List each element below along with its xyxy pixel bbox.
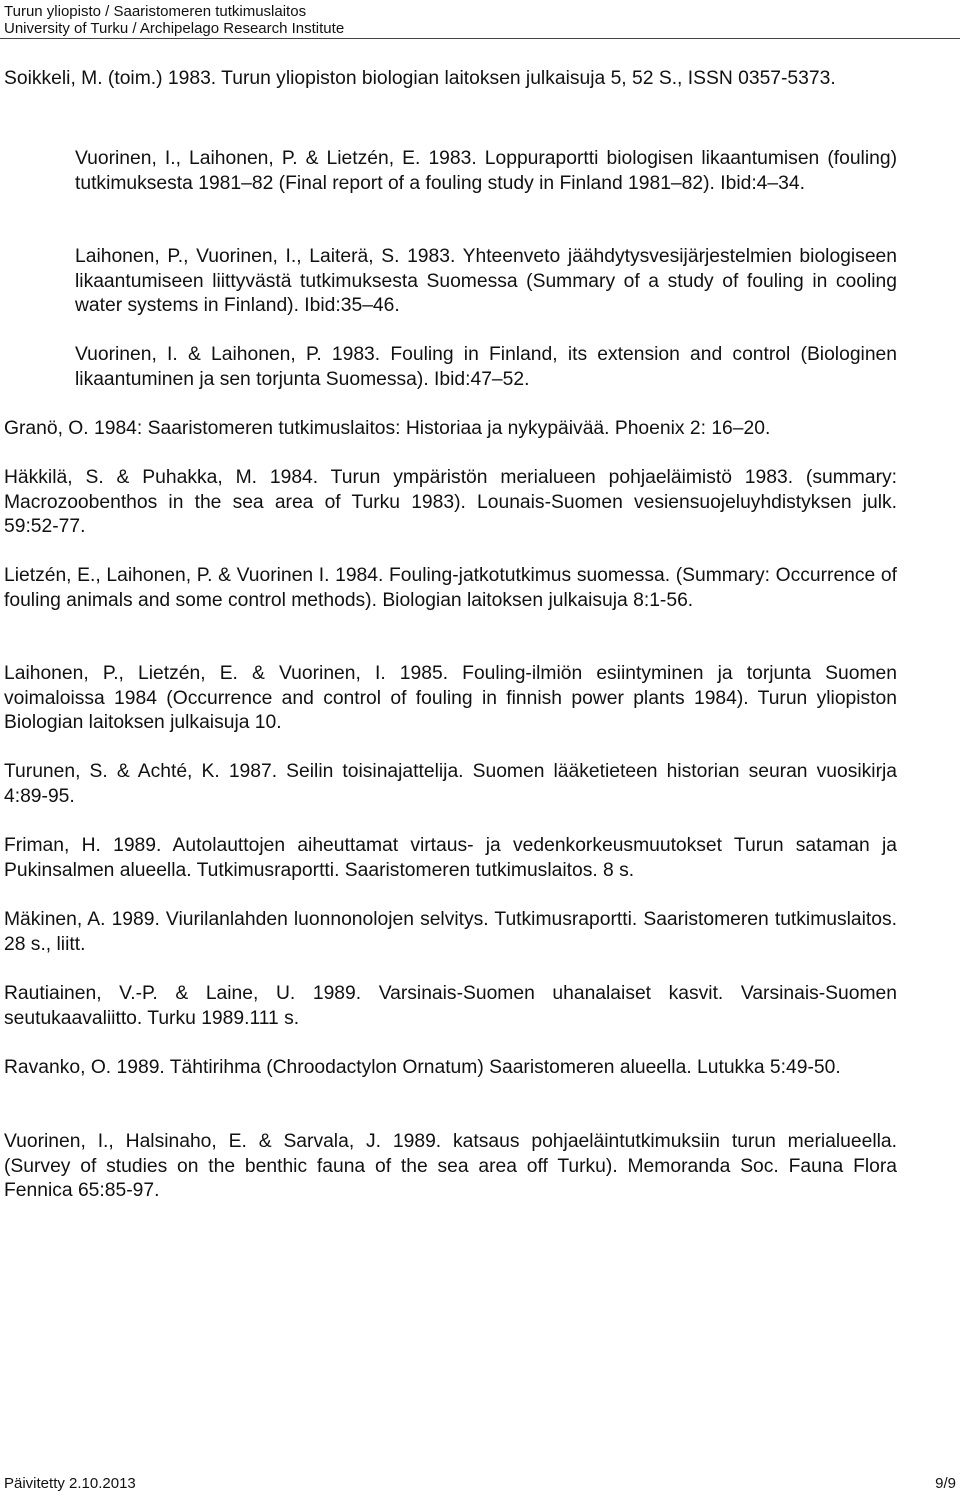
reference-entry: Turunen, S. & Achté, K. 1987. Seilin toisinajattelija. Suomen lääketieteen historian seuran vuosikirja 4:89-95.	[4, 761, 897, 807]
page-number: 9/9	[935, 1475, 956, 1492]
page-footer	[4, 1474, 956, 1496]
reference-entry: Ravanko, O. 1989. Tähtirihma (Chroodactylon Ornatum) Saaristomeren alueella. Lutukka 5:49-50.	[4, 1057, 841, 1078]
reference-entry: Granö, O. 1984: Saaristomeren tutkimuslaitos: Historiaa ja nykypäivää. Phoenix 2: 16–20.	[4, 418, 771, 439]
header-institution-en: University of Turku / Archipelago Research Institute	[4, 20, 345, 37]
reference-entry: Laihonen, P., Lietzén, E. & Vuorinen, I. 1985. Fouling-ilmiön esiintyminen ja torjunta Suomen voimaloissa 1984 (Occurrence and control of fouling in finnish power plants 1984). Turun yliopiston Biologian laitoksen julkaisuja 10.	[4, 663, 897, 733]
reference-entry: Vuorinen, I., Halsinaho, E. & Sarvala, J. 1989. katsaus pohjaeläintutkimuksiin turun merialueella. (Survey of studies on the benthic fauna of the sea area off Turku). Memoranda Soc. Fauna Flora Fennica 65:85-97.	[4, 1131, 897, 1201]
reference-entry: Rautiainen, V.-P. & Laine, U. 1989. Varsinais-Suomen uhanalaiset kasvit. Varsinais-Suomen seutukaavaliitto. Turku 1989.111 s.	[4, 983, 897, 1029]
reference-entry: Lietzén, E., Laihonen, P. & Vuorinen I. 1984. Fouling-jatkotutkimus suomessa. (Summary: Occurrence of fouling animals and some control methods). Biologian laitoksen julkaisuja 8:1-56.	[4, 565, 897, 611]
reference-entry: Häkkilä, S. & Puhakka, M. 1984. Turun ympäristön merialueen pohjaeläimistö 1983. (summary: Macrozoobenthos in the sea area of Turku 1983). Lounais-Suomen vesiensuojeluyhdistyksen julk. 59:52-77.	[4, 467, 897, 537]
reference-entry: Soikkeli, M. (toim.) 1983. Turun yliopiston biologian laitoksen julkaisuja 5, 52 S., ISSN 0357-5373.	[4, 68, 836, 89]
updated-date: Päivitetty 2.10.2013	[4, 1475, 136, 1492]
reference-entry: Vuorinen, I. & Laihonen, P. 1983. Fouling in Finland, its extension and control (Biologinen likaantuminen ja sen torjunta Suomessa). Ibid:47–52.	[75, 344, 897, 390]
reference-entry: Friman, H. 1989. Autolauttojen aiheuttamat virtaus- ja vedenkorkeusmuutokset Turun sataman ja Pukinsalmen alueella. Tutkimusraportti. Saaristomeren tutkimuslaitos. 8 s.	[4, 835, 897, 881]
header-institution-fi: Turun yliopisto / Saaristomeren tutkimuslaitos	[4, 3, 307, 20]
reference-entry: Laihonen, P., Vuorinen, I., Laiterä, S. 1983. Yhteenveto jäähdytysvesijärjestelmien biologiseen likaantumiseen liittyvästä tutkimuksesta Suomessa (Summary of a study of fouling in cooling water systems in Finland). Ibid:35–46.	[75, 246, 897, 316]
reference-entry: Vuorinen, I., Laihonen, P. & Lietzén, E. 1983. Loppuraportti biologisen likaantumisen (fouling) tutkimuksesta 1981–82 (Final report of a fouling study in Finland 1981–82). Ibid:4–34.	[75, 148, 897, 194]
reference-entry: Mäkinen, A. 1989. Viurilanlahden luonnonolojen selvitys. Tutkimusraportti. Saaristomeren tutkimuslaitos. 28 s., liitt.	[4, 909, 897, 955]
